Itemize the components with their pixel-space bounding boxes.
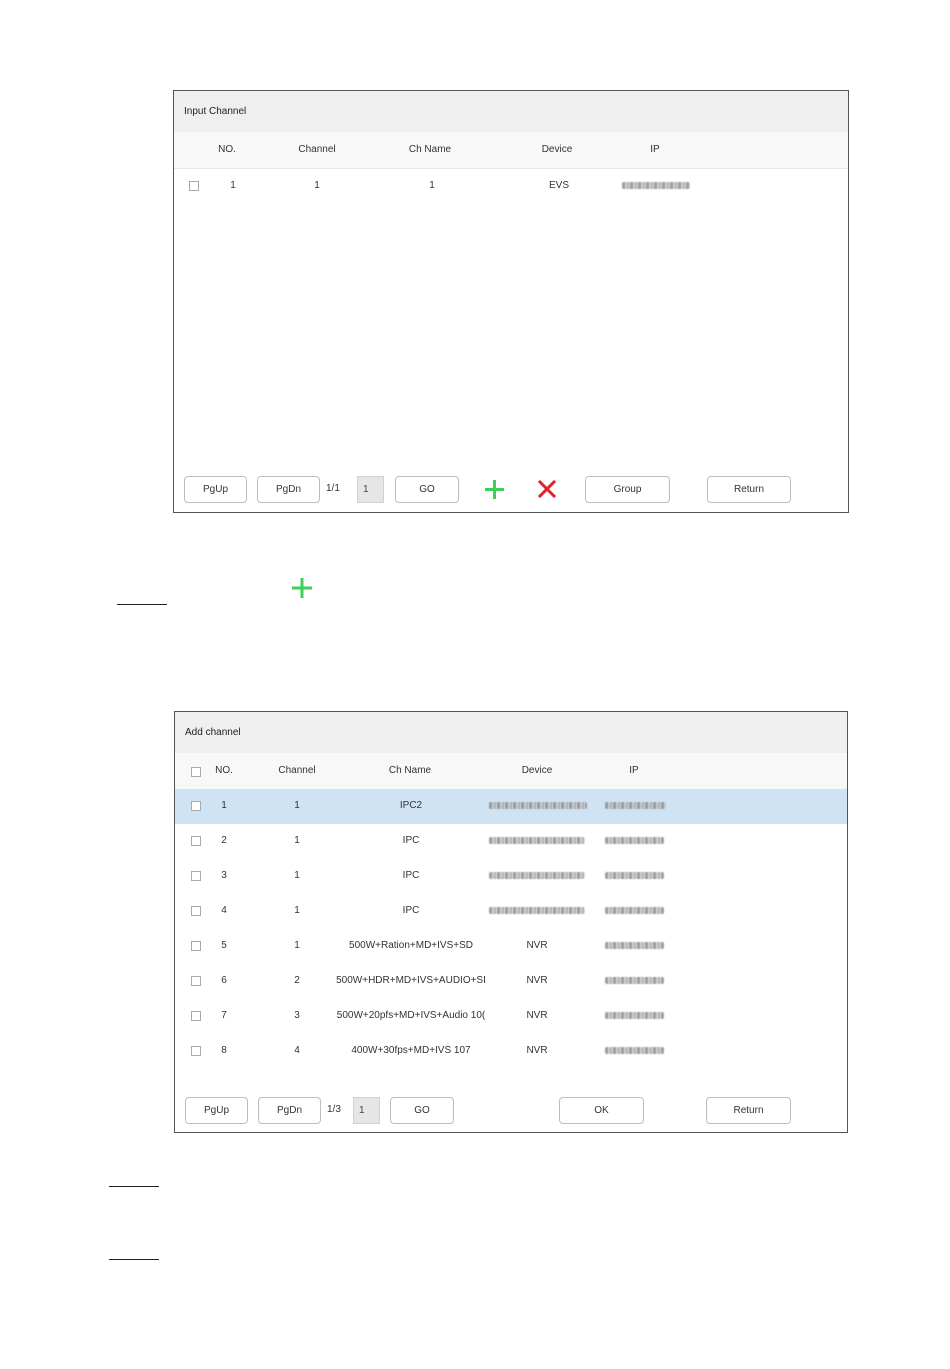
table-row[interactable] <box>175 789 847 824</box>
table-row[interactable] <box>175 964 847 999</box>
column-header-no: NO. <box>215 765 233 776</box>
row-ip-redacted <box>605 1012 664 1019</box>
row-no: 5 <box>221 940 227 951</box>
table-row[interactable] <box>174 169 848 204</box>
row-ip-redacted <box>605 837 664 844</box>
select-all-checkbox[interactable] <box>191 767 201 777</box>
row-ch-name: 500W+20pfs+MD+IVS+Audio 10( <box>336 1010 486 1021</box>
row-checkbox[interactable] <box>191 1011 201 1021</box>
go-button[interactable]: GO <box>395 476 459 503</box>
row-device-redacted <box>489 837 585 844</box>
row-ch-name: IPC <box>402 835 420 846</box>
input-channel-title: Input Channel <box>174 91 848 132</box>
row-ch-name: 500W+Ration+MD+IVS+SD <box>349 940 473 951</box>
add-icon[interactable] <box>484 479 505 500</box>
row-device-redacted <box>489 802 587 809</box>
row-ch-name: IPC <box>402 870 420 881</box>
page-number-input[interactable] <box>357 476 384 503</box>
row-checkbox[interactable] <box>191 906 201 916</box>
row-checkbox[interactable] <box>189 181 199 191</box>
row-no: 7 <box>221 1010 227 1021</box>
row-ip-redacted <box>605 942 664 949</box>
row-channel: 1 <box>294 940 300 951</box>
row-no: 8 <box>221 1045 227 1056</box>
table-row[interactable] <box>175 1034 847 1069</box>
row-ch-name: IPC2 <box>399 800 423 811</box>
row-channel: 2 <box>294 975 300 986</box>
row-channel: 4 <box>294 1045 300 1056</box>
input-channel-panel <box>173 90 849 513</box>
row-device: NVR <box>526 1045 548 1056</box>
row-ip-redacted <box>605 977 664 984</box>
row-device-redacted <box>489 872 585 879</box>
column-header-device: Device <box>541 144 573 155</box>
row-checkbox[interactable] <box>191 976 201 986</box>
pgup-button[interactable]: PgUp <box>185 1097 248 1124</box>
go-button[interactable]: GO <box>390 1097 454 1124</box>
table-row[interactable] <box>175 929 847 964</box>
row-device: NVR <box>526 940 548 951</box>
row-channel: 3 <box>294 1010 300 1021</box>
row-checkbox[interactable] <box>191 1046 201 1056</box>
row-ch-name: 400W+30fps+MD+IVS 107 <box>351 1045 471 1056</box>
page-number-input[interactable] <box>353 1097 380 1124</box>
column-header-ch-name: Ch Name <box>408 144 452 155</box>
row-ip-redacted <box>622 182 690 189</box>
return-button[interactable]: Return <box>706 1097 791 1124</box>
step-underline <box>109 1259 159 1260</box>
row-ip-redacted <box>605 1047 664 1054</box>
row-checkbox[interactable] <box>191 836 201 846</box>
row-channel: 1 <box>294 870 300 881</box>
step-underline <box>117 604 167 605</box>
row-channel: 1 <box>294 905 300 916</box>
add-channel-panel <box>174 711 848 1133</box>
pgup-button[interactable]: PgUp <box>184 476 247 503</box>
pgdn-button[interactable]: PgDn <box>258 1097 321 1124</box>
page-indicator: 1/1 <box>326 483 340 494</box>
row-channel: 1 <box>294 800 300 811</box>
table-row[interactable] <box>175 859 847 894</box>
column-header-no: NO. <box>218 144 236 155</box>
row-ch-name: 500W+HDR+MD+IVS+AUDIO+SI <box>336 975 486 986</box>
row-ch-name: 1 <box>429 180 435 191</box>
column-header-device: Device <box>521 765 553 776</box>
add-channel-title: Add channel <box>175 712 847 753</box>
group-button[interactable]: Group <box>585 476 670 503</box>
row-no: 3 <box>221 870 227 881</box>
row-channel: 1 <box>314 180 320 191</box>
step-underline <box>109 1186 159 1187</box>
row-checkbox[interactable] <box>191 871 201 881</box>
row-ip-redacted <box>605 872 664 879</box>
row-no: 2 <box>221 835 227 846</box>
row-ip-redacted <box>605 802 666 809</box>
return-button[interactable]: Return <box>707 476 791 503</box>
row-ch-name: IPC <box>402 905 420 916</box>
row-device: NVR <box>526 1010 548 1021</box>
column-header-channel: Channel <box>278 765 316 776</box>
row-device-redacted <box>489 907 585 914</box>
row-checkbox[interactable] <box>191 941 201 951</box>
delete-icon[interactable] <box>538 480 556 498</box>
row-no: 1 <box>230 180 236 191</box>
row-checkbox[interactable] <box>191 801 201 811</box>
column-header-ch-name: Ch Name <box>388 765 432 776</box>
table-row[interactable] <box>175 999 847 1034</box>
row-channel: 1 <box>294 835 300 846</box>
input-channel-table-header <box>174 132 848 169</box>
row-device: EVS <box>548 180 570 191</box>
row-no: 1 <box>221 800 227 811</box>
table-row[interactable] <box>175 824 847 859</box>
page-indicator: 1/3 <box>327 1104 341 1115</box>
column-header-channel: Channel <box>298 144 336 155</box>
column-header-ip: IP <box>629 765 639 776</box>
row-device: NVR <box>526 975 548 986</box>
add-channel-table-header <box>175 753 847 790</box>
column-header-ip: IP <box>650 144 660 155</box>
row-no: 4 <box>221 905 227 916</box>
pgdn-button[interactable]: PgDn <box>257 476 320 503</box>
ok-button[interactable]: OK <box>559 1097 644 1124</box>
add-icon <box>291 577 313 599</box>
row-ip-redacted <box>605 907 664 914</box>
row-no: 6 <box>221 975 227 986</box>
table-row[interactable] <box>175 894 847 929</box>
